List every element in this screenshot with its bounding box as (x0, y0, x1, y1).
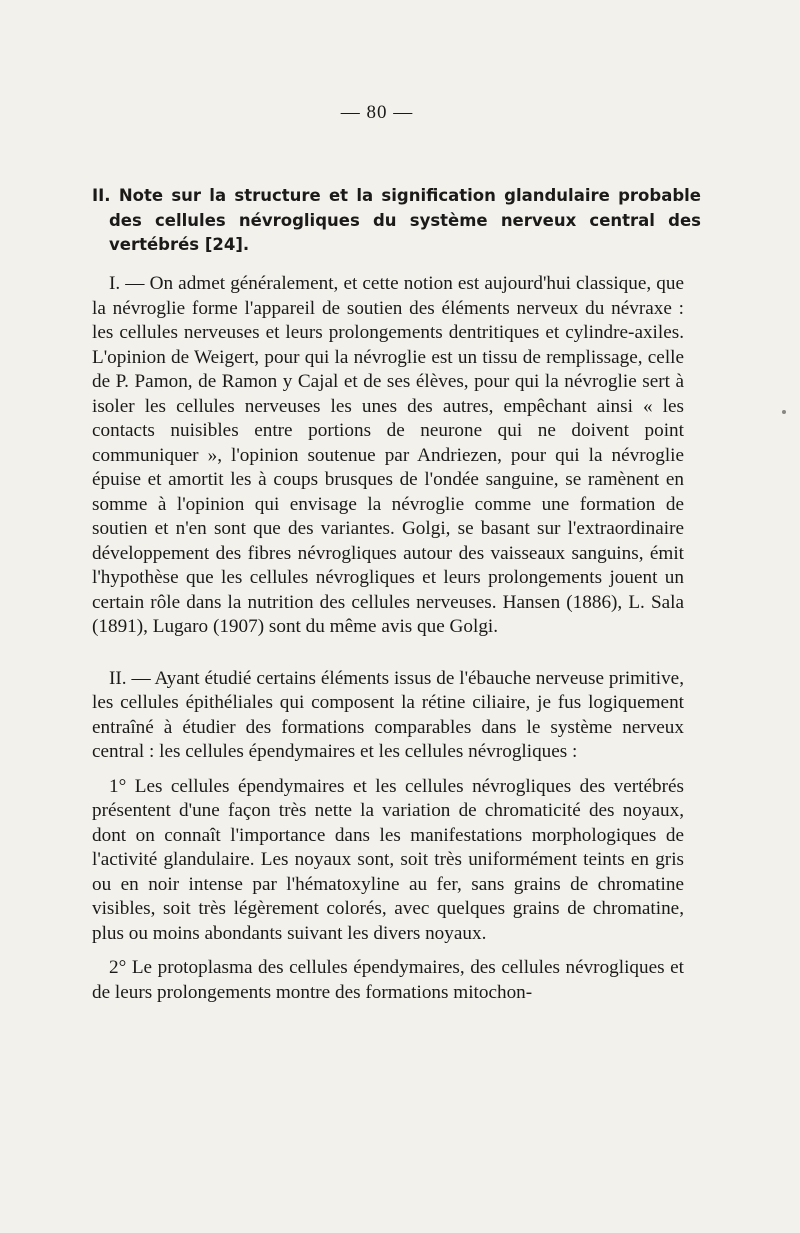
paragraph-4: 2° Le protoplasma des cellules épendymaires, des cellules névrogliques et de leurs prolongements montre des formations mitochon- (92, 957, 684, 1003)
paragraph-3: 1° Les cellules épendymaires et les cellules névrogliques des vertébrés présentent d'une façon très nette la variation de chromaticité des noyaux, dont on connaît l'importance dans les manifestations morphologiques de l'activité glandulaire. Les noyaux sont, soit très uniformément teints en gris ou en noir intense par l'hématoxyline au fer, sans grains de chromatine visibles, soit très légèrement colorés, avec quelques grains de chromatine, plus ou moins abondants suivant les divers noyaux. (92, 775, 684, 944)
paper-speck (782, 410, 786, 414)
section-title: II. Note sur la structure et la signification glandulaire probable des cellules névrogliques du système nerveux central des vertébrés [24]. (92, 186, 701, 254)
paragraph-2: II. — Ayant étudié certains éléments issus de l'ébauche nerveuse primitive, les cellules épithéliales qui composent la rétine ciliaire, je fus logiquement entraîné à étudier des formations comparables dans le système nerveux central : les cellules épendymaires et les cellules névrogliques : (92, 667, 684, 762)
paragraph-1: I. — On admet généralement, et cette notion est aujourd'hui classique, que la névroglie forme l'appareil de soutien des éléments nerveux du névraxe : les cellules nerveuses et leurs prolongements dentritiques et cylindre-axiles. L'opinion de Weigert, pour qui la névroglie est un tissu de remplissage, celle de P. Pamon, de Ramon y Cajal et de ses élèves, pour qui la névroglie sert à isoler les cellules nerveuses les unes des autres, empêchant ainsi « les contacts nuisibles entre portions de neurone qui ne doivent point communiquer », l'opinion soutenue par Andriezen, pour qui la névroglie épuise et amortit les à coups brusques de l'ondée sanguine, se ramènent en somme à l'opinion qui envisage la névroglie comme une formation de soutien et n'en sont que des variantes. Golgi, se basant sur l'extraordinaire développement des fibres névrogliques autour des vaisseaux sanguins, émit l'hypothèse que les cellules névrogliques et leurs prolongements jouent un certain rôle dans la nutrition des cellules nerveuses. Hansen (1886), L. Sala (1891), Lugaro (1907) sont du même avis que Golgi. (92, 273, 684, 637)
body-text (92, 272, 684, 1005)
page-number: — 80 — (340, 102, 414, 123)
